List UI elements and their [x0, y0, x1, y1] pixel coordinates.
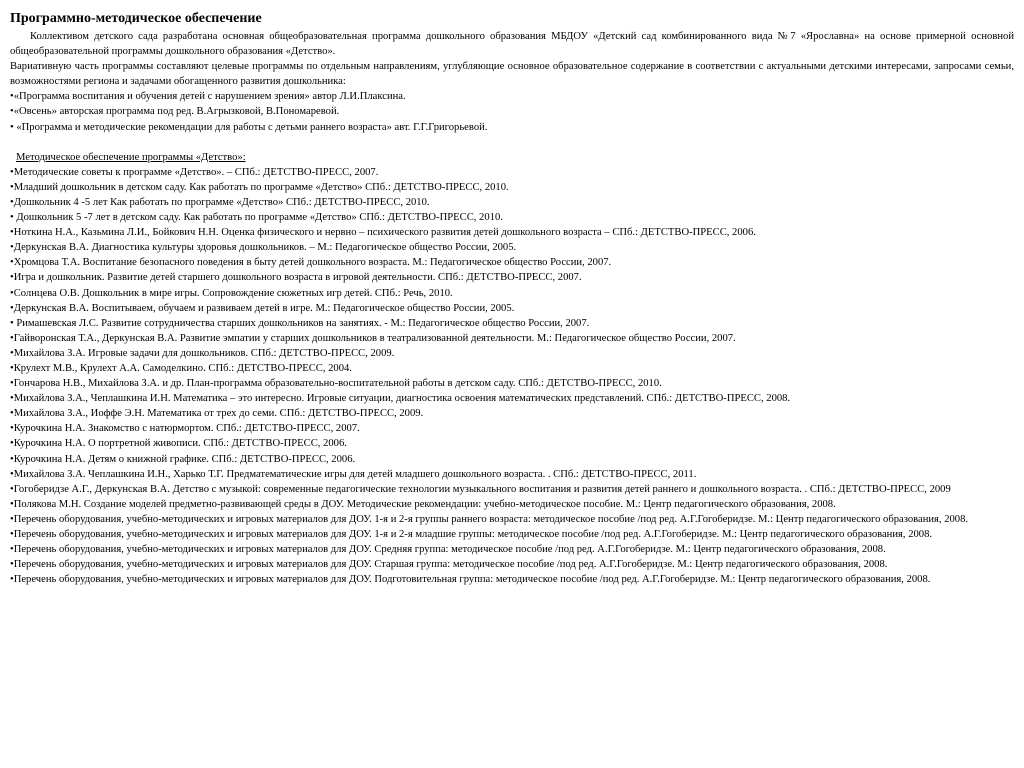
references-list	[10, 165, 1014, 588]
list-item: •Перечень оборудования, учебно-методических и игровых материалов для ДОУ. Подготовительная группа: методическое пособие /под ред. А.Г.Гогоберидзе. М.: Центр педагогического образования, 2008.	[10, 574, 931, 586]
list-item: •Деркунская В.А. Воспитываем, обучаем и развиваем детей в игре. М.: Педагогическое общество России, 2005.	[10, 302, 515, 314]
list-item: •Курочкина Н.А. Знакомство с натюрмортом. СПб.: ДЕТСТВО-ПРЕСС, 2007.	[10, 423, 360, 435]
document-page	[10, 10, 1014, 587]
list-item: • Дошкольник 5 -7 лет в детском саду. Как работать по программе «Детство» СПб.: ДЕТСТВО-ПРЕСС, 2010.	[10, 212, 503, 224]
list-item: •Курочкина Н.А. Детям о книжной графике. СПб.: ДЕТСТВО-ПРЕСС, 2006.	[10, 453, 356, 465]
list-item: •Перечень оборудования, учебно-методических и игровых материалов для ДОУ. 1-я и 2-я группы раннего возраста: методическое пособие /под ред. А.Г.Гогоберидзе. М.: Центр педагогического образования, 2008.	[10, 513, 969, 525]
intro-paragraph: Коллективом детского сада разработана основная общеобразовательная программа дошкольного образования МБДОУ «Детский сад комбинированного вида №7 «Ярославна» на основе примерной основной общеобразовательной программы дошкольного образования «Детство».	[10, 31, 1014, 58]
list-item: •Перечень оборудования, учебно-методических и игровых материалов для ДОУ. Старшая группа: методическое пособие /под ред. А.Г.Гогоберидзе. М.: Центр педагогического образования, 2008.	[10, 559, 888, 571]
target-programs-list	[10, 89, 1014, 134]
list-item: •Игра и дошкольник. Развитие детей старшего дошкольного возраста в игровой деятельности. СПб.: ДЕТСТВО-ПРЕСС, 2007.	[10, 272, 582, 284]
list-item: •Дошкольник 4 -5 лет Как работать по программе «Детство» СПб.: ДЕТСТВО-ПРЕСС, 2010.	[10, 196, 430, 208]
list-item: •Михайлова З.А. Игровые задачи для дошкольников. СПб.: ДЕТСТВО-ПРЕСС, 2009.	[10, 347, 395, 359]
list-item: •Деркунская В.А. Диагностика культуры здоровья дошкольников. – М.: Педагогическое общество России, 2005.	[10, 242, 517, 254]
list-item: • «Программа и методические рекомендации для работы с детьми раннего возраста» авт. Г.Г.Григорьевой.	[10, 121, 488, 133]
list-item: •«Программа воспитания и обучения детей с нарушением зрения» автор Л.И.Плаксина.	[10, 91, 406, 103]
list-item: •Младший дошкольник в детском саду. Как работать по программе «Детство» СПб.: ДЕТСТВО-ПРЕСС, 2010.	[10, 181, 509, 193]
list-item: •Хромцова Т.А. Воспитание безопасного поведения в быту детей дошкольного возраста. М.: Педагогическое общество России, 2007.	[10, 257, 612, 269]
list-item: •Крулехт М.В., Крулехт А.А. Самоделкино. СПб.: ДЕТСТВО-ПРЕСС, 2004.	[10, 362, 352, 374]
list-item: •Гончарова Н.В., Михайлова З.А. и др. План-программа образовательно-воспитательной работы в детском саду. СПб.: ДЕТСТВО-ПРЕСС, 2010.	[10, 378, 662, 390]
spacer	[10, 135, 1014, 150]
list-item: •Михайлова З.А., Иоффе Э.Н. Математика от трех до семи. СПб.: ДЕТСТВО-ПРЕСС, 2009.	[10, 408, 424, 420]
page-title: Программно-методическое обеспечение	[10, 11, 262, 26]
list-item: •Солнцева О.В. Дошкольник в мире игры. Сопровождение сюжетных игр детей. СПб.: Речь, 2010.	[10, 287, 453, 299]
list-item: •Перечень оборудования, учебно-методических и игровых материалов для ДОУ. Средняя группа: методическое пособие /под ред. А.Г.Гогоберидзе. М.: Центр педагогического образования, 2008.	[10, 544, 886, 556]
variable-part-paragraph: Вариативную часть программы составляют целевые программы по отдельным направлениям, углубляющие основное образовательное содержание в соответствии с актуальными детскими интересами, запросами семьи, возможностями региона и задачами обогащенного развития дошкольника:	[10, 61, 1014, 88]
list-item: •Гайворонская Т.А., Деркунская В.А. Развитие эмпатии у старших дошкольников в театрализованной деятельности. М.: Педагогическое общество России, 2007.	[10, 332, 736, 344]
list-item: •Полякова М.Н. Создание моделей предметно-развивающей среды в ДОУ. Методические рекомендации: учебно-методическое пособие. М.: Центр педагогического образования, 2008.	[10, 498, 836, 510]
list-item: •Ноткина Н.А., Казьмина Л.И., Бойкович Н.Н. Оценка физического и нервно – психического развития детей дошкольного возраста – СПб.: ДЕТСТВО-ПРЕСС, 2006.	[10, 227, 756, 239]
list-item: • Римашевская Л.С. Развитие сотрудничества старших дошкольников на занятиях. - М.: Педагогическое общество России, 2007.	[10, 317, 590, 329]
list-item: •«Овсень» авторская программа под ред. В.Агрызковой, В.Пономаревой.	[10, 106, 340, 118]
list-item: •Гогоберидзе А.Г., Деркунская В.А. Детство с музыкой: современные педагогические технологии музыкального воспитания и развития детей раннего и дошкольного возраста. . СПб.: ДЕТСТВО-ПРЕСС, 2009	[10, 483, 951, 495]
section-heading: Методическое обеспечение программы «Детство»:	[16, 151, 246, 163]
list-item: •Перечень оборудования, учебно-методических и игровых материалов для ДОУ. 1-я и 2-я младшие группы: методическое пособие /под ред. А.Г.Гогоберидзе. М.: Центр педагогического образования, 2008.	[10, 529, 933, 540]
list-item: •Михайлова З.А., Чеплашкина И.Н. Математика – это интересно. Игровые ситуации, диагностика освоения математических представлений. СПб.: ДЕТСТВО-ПРЕСС, 2008.	[10, 393, 791, 405]
list-item: •Михайлова З.А. Чеплашкина И.Н., Харько Т.Г. Предматематические игры для детей младшего дошкольного возраста. . СПб.: ДЕТСТВО-ПРЕСС, 2011.	[10, 468, 697, 480]
list-item: •Методические советы к программе «Детство». – СПб.: ДЕТСТВО-ПРЕСС, 2007.	[10, 166, 379, 178]
list-item: •Курочкина Н.А. О портретной живописи. СПб.: ДЕТСТВО-ПРЕСС, 2006.	[10, 438, 347, 450]
